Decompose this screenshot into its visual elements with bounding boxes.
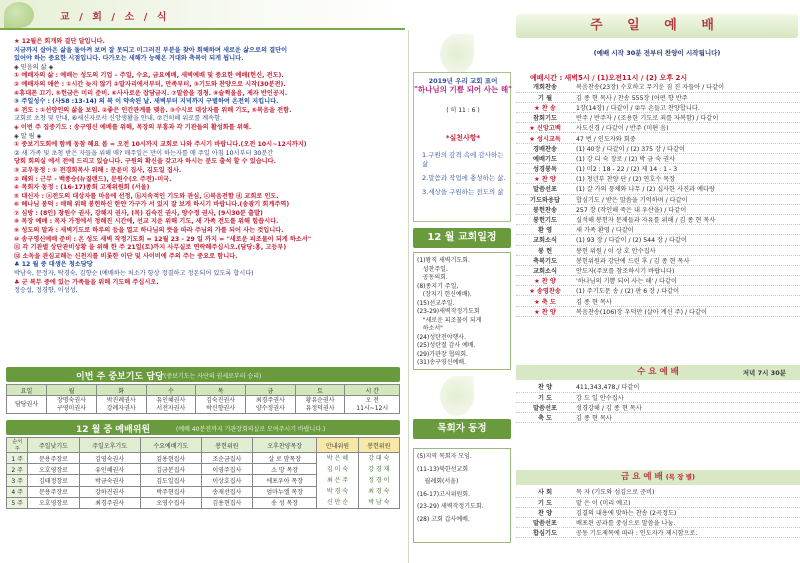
sunday-order-table xyxy=(516,82,800,317)
order-item-value: 목 자 (기도와 섬김으로 준비) xyxy=(574,487,800,497)
practice-title: *실천사항* xyxy=(445,134,481,142)
news-line: ② 새 가족 및 초청 받은 자들을 위해 매? 매주일은 만이 하는자를 매 주일 아침 10시부터 30분간 xyxy=(14,149,274,157)
duty-cell: 박진례권사 강례자권사 xyxy=(96,396,146,414)
list-item: 공동의회. xyxy=(417,274,448,281)
news-line: ⑥ 헤나님 봉덕 : 매해 위해 봉헌하신 한얀 가구가 서 있지 잘 보게 하시기 바랍니다.(송광기 회계주역) xyxy=(14,201,290,209)
order-item-value: 강 도 일 안수집사 xyxy=(574,392,800,402)
duty-header-cell: 화 xyxy=(96,385,146,396)
worship-cell: 오호영장로 xyxy=(28,497,79,508)
news-line: ◈ 이번 주 집중기도 : 송구영신 예배를 위해, 목장의 부흥과 각 기관들의 활성화를 위해. xyxy=(14,123,252,131)
prayer-duty-table xyxy=(6,384,400,414)
motto-year: 2019년 우리 교회 표어 xyxy=(428,77,498,85)
order-item-value: 사도신경 / 다같이 / 반주 (미편 음) xyxy=(574,123,800,133)
worship-committee-subtitle: (예배 40분전까지 기관장회의실로 모여주시기 바랍니다.) xyxy=(176,426,326,433)
worship-cell: 강하진권사 xyxy=(79,486,140,497)
leaf-decoration-icon xyxy=(440,34,474,74)
order-week-corner xyxy=(7,438,28,453)
worship-cell: 이영주집사 xyxy=(201,464,252,475)
table-row xyxy=(516,487,800,497)
practice-item: 1.구원의 감격 속에 감사하는 삶 xyxy=(422,151,504,168)
order-item-value: 실석해 봉헌자 문제들과 자유를 위해 / 김 종 현 목사 xyxy=(574,214,800,224)
table-row xyxy=(516,528,800,538)
order-item-value: 47 번 / 인도자와 회중 xyxy=(574,133,800,143)
order-item-label: ★ 찬 양 xyxy=(516,276,574,286)
table-row xyxy=(516,184,800,194)
worship-cell: 송 성 목장 xyxy=(252,497,316,508)
table-row xyxy=(516,123,800,133)
news-line: ⑩ 송구영신예배 준비 : 온 성도 새벽 작정기도회 = 12월 23 - 29 일 까지 = "새로운 피조물이 되게 하소서" xyxy=(14,235,312,243)
duty-header-cell: 시 간 xyxy=(345,385,400,396)
table-row xyxy=(516,518,800,528)
order-item-label: ★ 찬 송 xyxy=(516,102,574,112)
guide-members-cell: 박 은 혜 김 미 숙 최 은 주 박 경 숙 신 만 순 xyxy=(317,453,358,509)
worship-times-label: 예배시간 : xyxy=(530,74,563,82)
list-item: (15)선교주일. xyxy=(417,299,455,307)
news-line: ◈ 알 림 ◈ xyxy=(14,132,42,140)
worship-header-cell: 수요예배기도 xyxy=(140,438,201,453)
worship-cell: 김태정장로 xyxy=(28,475,79,486)
order-item-value: (1) 주기도문 송 / (2) 판 6 장 / 다같이 xyxy=(574,286,800,296)
news-line: ③ 주일성수 : (사58 :13-14) 의 복 이 약속된 날. 새벽부터 지녁까지 구별하여 온전히 지킵니다. xyxy=(14,98,279,106)
order-item-value: 복음찬송(106)장 우덕만 (살아 계신 주) / 다같이 xyxy=(574,306,800,316)
news-line: ② 예배자의 애쓴 : ①시간 늦지 않기 ②말자리에서부터, 만족부터, ③기도와 찬양으로 시작(30분전). xyxy=(14,80,286,88)
church-schedule-title: 12 월 교회일정 xyxy=(413,228,511,248)
news-line: 있어야 하는 중요한 시점입니다. 다가오는 새해가 능해온 거대와 축복이 되게 됩니다. xyxy=(14,55,244,63)
list-item: (31)송구영신예배. xyxy=(417,359,466,366)
order-item-value: (1) 40장 / 다같이 / (2) 375 장 / 다같이 xyxy=(574,143,800,153)
table-row xyxy=(516,164,800,174)
table-row xyxy=(516,507,800,517)
list-item: (11-13)북한선교회 xyxy=(417,465,469,473)
table-row xyxy=(516,402,800,412)
list-item: (8)종지기 주일, xyxy=(417,282,459,290)
duty-header-cell: 금 xyxy=(245,385,295,396)
order-item-label: ★ 송영찬송 xyxy=(516,286,574,296)
order-item-value: 성경강해 / 김 종 현 목사 xyxy=(574,402,800,412)
duty-cell: 최경주권사 양수정권사 xyxy=(245,396,295,414)
duty-header-cell: 목 xyxy=(196,385,246,396)
table-row xyxy=(516,225,800,235)
order-item-label: 찬 양 xyxy=(516,382,574,392)
order-item-label: 기도와응답 xyxy=(516,194,574,204)
worship-cell: 박주현집사 xyxy=(140,486,201,497)
leaf-decoration-icon xyxy=(4,2,34,28)
worship-cell: 김용현집사 xyxy=(140,453,201,464)
prayer-duty-title: 이번 주 중보기도 담당 xyxy=(76,372,164,382)
worship-times-value: 새벽5시 / (1)오전11시 / (2) 오후 2시 xyxy=(564,74,688,82)
news-line: ① 예배자의 삶 : 예배는 성도의 기업 – 주일, 수요, 금요예배, 새벽예배 및 중요한 예배(헌신, 전도). xyxy=(14,72,284,80)
table-row xyxy=(516,194,800,204)
order-item-label: 예배기도 xyxy=(516,153,574,163)
prayer-duty-header xyxy=(6,367,400,382)
order-item-label: 개회찬송 xyxy=(516,82,574,92)
list-item: (25)성탄절 감사 예배. xyxy=(417,342,476,349)
order-item-value: 합심기도 / 받은 말씀을 기억하며 / 다같이 xyxy=(574,194,800,204)
table-row xyxy=(516,153,800,163)
column-divider xyxy=(408,30,409,563)
order-item-label: 말씀선포 xyxy=(516,518,574,528)
order-item-value: 김결의 내용에 맞하는 찬송 (2곡정도) xyxy=(574,507,800,517)
news-line: ⑪ 각 기관별 상단관비상황 을 위해 한 주 21일(토)까지 사무실로 연락해주십시오.(담당:홍, 고등부) xyxy=(14,244,287,252)
list-item: (16-17)고시위원회. xyxy=(417,490,471,498)
worship-header-cell: 주일오후기도 xyxy=(79,438,140,453)
order-item-value: 배포된 공과를 중심으로 말씀을 나눔. xyxy=(574,518,800,528)
worship-cell: 최경주권사 xyxy=(79,497,140,508)
order-item-value: 안도자(주보를 참조하시기 바랍니다) xyxy=(574,265,800,275)
news-line: ④ 전도 : ①선양인의 삶을 보임. ②좋은 인간관계를 맺음. ③수시로 대상자를 위해 기도, ⑤복음을 전함. xyxy=(14,106,292,114)
table-row xyxy=(516,92,800,102)
order-item-value: 반주 / 반주자 / (조용한 기도로 죄를 자복함) / 다같이 xyxy=(574,113,800,123)
order-item-value: (1) 갈 가의 뭉체와 나무 / (2) 십사한 사진과 예다랑 xyxy=(574,184,800,194)
order-item-value: (1) 청년부 찬양 단 / (2) 연호수 목장 xyxy=(574,174,800,184)
order-item-label: 사 회 xyxy=(516,487,574,497)
order-item-label: 참회기도 xyxy=(516,113,574,123)
worship-header-cell: 봉헌위원 xyxy=(358,438,399,453)
worship-cell: 엄마누엘 목장 xyxy=(252,486,316,497)
list-item: (장지기 헌신예배). xyxy=(417,291,472,298)
worship-committee-title: 12 월 중 예배위원 xyxy=(76,425,151,435)
order-item-label: 축 도 xyxy=(516,413,574,423)
worship-cell: 이상호집사 xyxy=(201,475,252,486)
worship-cell: 조순금집사 xyxy=(201,453,252,464)
table-row xyxy=(516,497,800,507)
table-row xyxy=(516,235,800,245)
news-line: ② 해외 : 근무 - 백종승(뉴질랜드), 문원수(오 주전)-미국. xyxy=(14,175,172,183)
table-row xyxy=(516,113,800,123)
table-row xyxy=(516,306,800,316)
order-item-label: 찬 양 xyxy=(516,507,574,517)
table-row xyxy=(516,392,800,402)
order-item-value: (1) 미2 : 18 - 22 / (2) 제 14 : 1 - 3 xyxy=(574,164,800,174)
worship-header-cell: 주일낮기도 xyxy=(28,438,79,453)
table-row xyxy=(516,133,800,143)
practice-item: 2.말씀과 작업에 충성하는 삶. xyxy=(422,174,506,182)
news-line: ♣ 12 월 중 대생은 청소담당 xyxy=(14,261,93,269)
worship-header-cell: 오후찬양목장 xyxy=(252,438,316,453)
order-item-label: 경배찬송 xyxy=(516,143,574,153)
duty-header-cell: 토 xyxy=(295,385,345,396)
friday-order-table xyxy=(516,487,800,538)
worship-cell: 살 로 맘목장 xyxy=(252,453,316,464)
news-line: ⑨ 성도의 말과 : 새벽기도로 하루의 등을 열고 하나님의 뜻을 따라 주님의 가를 되어 사는 것입니다. xyxy=(14,227,284,235)
table-row xyxy=(516,82,800,92)
worship-cell: 유인혜권사 xyxy=(79,464,140,475)
list-item: (1)왕직 새벽기도회. xyxy=(417,257,470,264)
church-motto-box xyxy=(413,72,511,222)
duty-cell: 김숙진권사 박신향권사 xyxy=(196,396,246,414)
list-item: (23-29)새벽작정기도회 xyxy=(417,308,480,315)
table-row xyxy=(516,286,800,296)
news-line: ④휴대폰 끄기. ⑤헌금은 미리 준비. ⑥사사로운 잡담금지. ⑦말씀을 경청. ⑧슬쩍울음, 제자 반인공지. xyxy=(14,89,288,97)
list-item: (5)지역 목회자 모임. xyxy=(417,453,472,460)
news-line: 지금까지 살아온 삶을 돌아켜 보며 잘 못되고 미그러진 부분을 찾아 회헤하며 새로운 삶으로의 결단이 xyxy=(14,46,288,54)
order-item-label: 기 월 xyxy=(516,92,574,102)
pastor-news-title: 목회자 동정 xyxy=(413,419,511,439)
duty-header-cell: 요일 xyxy=(7,385,47,396)
sunday-worship-title: 주 일 예 배 xyxy=(516,14,798,38)
order-item-value: 257 장 (작인해 죽은 내 우산을) / 다같이 xyxy=(574,204,800,214)
worship-cell: 2 주 xyxy=(7,464,28,475)
news-line: ⑧ 목장 예배 : 목자 가정에서 정해진 시간에, 선교 지운 위해 기도, 새 가족 전도를 위해 힘씁시다. xyxy=(14,218,279,226)
order-item-value: 김 종 현 목사 / 찬송 555장 (어떤 향 반주 xyxy=(574,92,800,102)
news-line: ⑫ 소독을 관심교해는 신천지를 비롯한 이단 및 사이비에 주의 주는 중요로 함니다. xyxy=(14,252,238,260)
wednesday-worship-header xyxy=(516,365,800,380)
worship-cell: 소 망 목장 xyxy=(252,464,316,475)
worship-cell: 오호영장로 xyxy=(28,464,79,475)
table-row xyxy=(516,102,800,112)
duty-header-cell: 수 xyxy=(146,385,196,396)
prayer-duty-subtitle: (중보기도는 사단의 권세로부터 승리) xyxy=(164,373,262,380)
order-item-label: ★ 성시교독 xyxy=(516,133,574,143)
friday-worship-header xyxy=(516,470,800,485)
order-item-label: 교회소식 xyxy=(516,265,574,275)
table-row xyxy=(516,296,800,306)
worship-cell: 문용주장로 xyxy=(28,453,79,464)
order-item-value: 1장(14장) / 다같이 / ②두 손들고 찬양합니다. xyxy=(574,102,800,112)
table-row xyxy=(516,245,800,255)
order-item-value: 봉헌 위원 / 이 상 호 안수집사 xyxy=(574,245,800,255)
news-line: 교회로 초청 및 안내, ⑥새신자로서 신앙생활을 안내, ⑦건히해 위로를 계속함. xyxy=(14,115,223,123)
news-line: ♣ 군 복무 중에 있는 가족들을 위해 기도해 주십시오. xyxy=(14,278,159,286)
duty-cell: 유인혜권사 서전자권사 xyxy=(146,396,196,414)
table-row xyxy=(516,265,800,275)
order-item-label: 기 도 xyxy=(516,392,574,402)
worship-cell: 문용주장로 xyxy=(28,486,79,497)
order-item-label: 봉헌기도 xyxy=(516,214,574,224)
order-item-label: 축복기도 xyxy=(516,255,574,265)
order-item-label: 교회소식 xyxy=(516,235,574,245)
order-item-value: 봉헌위원과 강단에 드린 후 / 김 종 현 목사 xyxy=(574,255,800,265)
list-item: "새로운 피조물이 되게 xyxy=(417,316,482,324)
practice-list xyxy=(422,151,508,202)
order-item-label: ★ 찬 양 xyxy=(516,306,574,316)
motto-text: "하나님의 기쁨 되어 사는 해" xyxy=(414,85,512,94)
pastor-news-list xyxy=(413,448,511,543)
order-item-label: ★ 신앙고백 xyxy=(516,123,574,133)
list-item: (24)성탄전야행사. xyxy=(417,333,466,341)
table-row xyxy=(516,382,800,392)
order-item-label: 성경봉독 xyxy=(516,164,574,174)
friday-worship-time: (목 장 별) xyxy=(665,473,695,481)
worship-cell: 김용현집사 xyxy=(201,497,252,508)
practice-item: 3.세상을 구원하는 전도의 삶 xyxy=(422,188,504,196)
worship-committee-table xyxy=(6,437,400,509)
order-item-value: 공동 기도제목에 따라 : 인도자가 제시함으로. xyxy=(574,528,800,538)
news-line: ③ 교우동정 : ① 전경희목사 위해 : 문윤미 집사, 김도일 집사. xyxy=(14,166,182,174)
list-item: (28) 고회 갑사예배. xyxy=(417,515,470,523)
table-row xyxy=(516,214,800,224)
order-item-label: 말씀선포 xyxy=(516,184,574,194)
news-line: 박남숙, 문정자, 탁경숙, 김향순 (예배하는 처소가 항상 정결하고 정돈되어 있도록 합시다) xyxy=(14,270,254,278)
church-news-body xyxy=(14,38,396,296)
worship-cell: 4 주 xyxy=(7,486,28,497)
news-line: ★ 12월은 회개와 결단 달입니다. xyxy=(14,38,105,45)
order-item-value: 맡 은 이 (미리 예고) xyxy=(574,497,800,507)
motto-reference: ( 히 11 : 6 ) xyxy=(446,107,480,114)
list-item: 성찬주일. xyxy=(417,265,448,273)
corner-order-label: 순서 xyxy=(12,439,23,445)
leaf-decoration-icon xyxy=(440,376,474,416)
worship-cell: 송재선집사 xyxy=(201,486,252,497)
order-item-value: 411,343,478,/ 다같이 xyxy=(574,382,800,392)
worship-cell: 김영숙권사 xyxy=(79,453,140,464)
worship-header-cell: 안내위원 xyxy=(317,438,358,453)
order-item-label: 봉 헌 xyxy=(516,245,574,255)
order-item-label: 기 도 xyxy=(516,497,574,507)
news-line: ◈ 믿음의 삶 ◈ xyxy=(14,63,54,71)
worship-cell: 박금숙권사 xyxy=(79,475,140,486)
order-item-value: 김 종 현 목사 xyxy=(574,296,800,306)
sunday-worship-note: (예배 시작 30분 전부터 찬양이 시작됩니다) xyxy=(593,49,721,57)
duty-cell: 장명숙권사 구영미권사 xyxy=(47,396,97,414)
order-item-value: (1) 강 디 숙 장로 / (2) 박 금 숙 권사 xyxy=(574,153,800,163)
worship-cell: 3 주 xyxy=(7,475,28,486)
order-item-label: 환 영 xyxy=(516,225,574,235)
news-line: ① 중보기도회에 함께 동참 해요 봅 = 오전 10시까지 교회로 나와 주시기 바랍니다.(오전 10시~12시까지) xyxy=(14,141,307,149)
order-item-label: 합심기도 xyxy=(516,528,574,538)
worship-header-cell: 봉헌위원 xyxy=(201,438,252,453)
order-item-value: 복음찬송(23장) 수호하고 무거운 짐 진 자들아 / 다같이 xyxy=(574,82,800,92)
news-line: 정승섭, 정경향, 이성성, xyxy=(14,287,78,295)
list-item: (23-29) 새벽작정기도회. xyxy=(417,503,484,510)
duty-header-cell: 월 xyxy=(47,385,97,396)
news-line: ⑤ 대신자 : ⓐ전도의 대상자를 마음에 선정, ⓑ지속적인 기도와 관심, ⓒ복음전함 ⓓ 교회로 인도. xyxy=(14,192,279,200)
order-item-value: '하나님의 기쁨 되어 사는 해' / 다같이 xyxy=(574,276,800,286)
duty-cell: 황유순권사 유정덕권사 xyxy=(295,396,345,414)
list-item: 월례회(서울) xyxy=(417,478,459,485)
news-banner xyxy=(0,0,405,30)
worship-cell: 김금분집사 xyxy=(140,464,201,475)
order-item-value: 새 가족 환영 / 다같이 xyxy=(574,225,800,235)
worship-cell: 김도일집사 xyxy=(140,475,201,486)
order-item-label: ★ 축 도 xyxy=(516,296,574,306)
worship-cell: 1 주 xyxy=(7,453,28,464)
wednesday-worship-title: 수 요 예 배 xyxy=(637,367,679,377)
worship-cell: 에포우아 목장 xyxy=(252,475,316,486)
order-item-value: 김 종 현 목사 xyxy=(574,413,800,423)
order-item-value: (1) 93 장 / 다같이 / (2) 544 장 / 다같이 xyxy=(574,235,800,245)
table-row xyxy=(516,255,800,265)
table-row xyxy=(516,143,800,153)
friday-worship-title: 금 요 예 배 xyxy=(620,472,663,482)
news-line: 당회 회의실 에서 전에 드리고 있습니다. 구원의 확신을 갖고자 하시는 분도 출석 할 수 있습니다. xyxy=(14,158,276,166)
table-row xyxy=(516,174,800,184)
offering-members-cell: 강 대 숙 강 경 재 정 경 이 최 경 숙 박 남 숙 xyxy=(358,453,399,509)
order-item-label: 봉헌찬송 xyxy=(516,204,574,214)
church-schedule-list xyxy=(413,252,511,370)
list-item: (29)가관장 협의회. xyxy=(417,350,468,358)
corner-week-label: 주 xyxy=(14,446,20,452)
table-row xyxy=(516,413,800,423)
order-item-label: ★ 찬 양 xyxy=(516,174,574,184)
table-row xyxy=(516,276,800,286)
news-title: 교 / 회 / 소 / 식 xyxy=(60,12,170,23)
news-line: ④ 목회자 동정 : (16-17)종회 고제위원회 (서울) xyxy=(14,184,150,192)
duty-cell: 오 전 11시~12시 xyxy=(345,396,400,414)
list-item: 하소서" xyxy=(417,325,443,332)
table-row xyxy=(516,204,800,214)
wednesday-order-table xyxy=(516,382,800,423)
news-line: ⑦ 심방 : (8인) 창원수 권사, 강해지 권사, (목) 김숙진 권사, 양수정 권사, (9시30분 출발) xyxy=(14,209,263,217)
wednesday-worship-time: 저녁 7시 30분 xyxy=(742,369,786,377)
table-row xyxy=(7,453,400,464)
worship-committee-header xyxy=(6,420,400,435)
duty-label-cell: 담당권사 xyxy=(7,396,47,414)
order-item-label: 말씀선포 xyxy=(516,402,574,412)
worship-cell: 5 주 xyxy=(7,497,28,508)
worship-cell: 오영수집사 xyxy=(140,497,201,508)
